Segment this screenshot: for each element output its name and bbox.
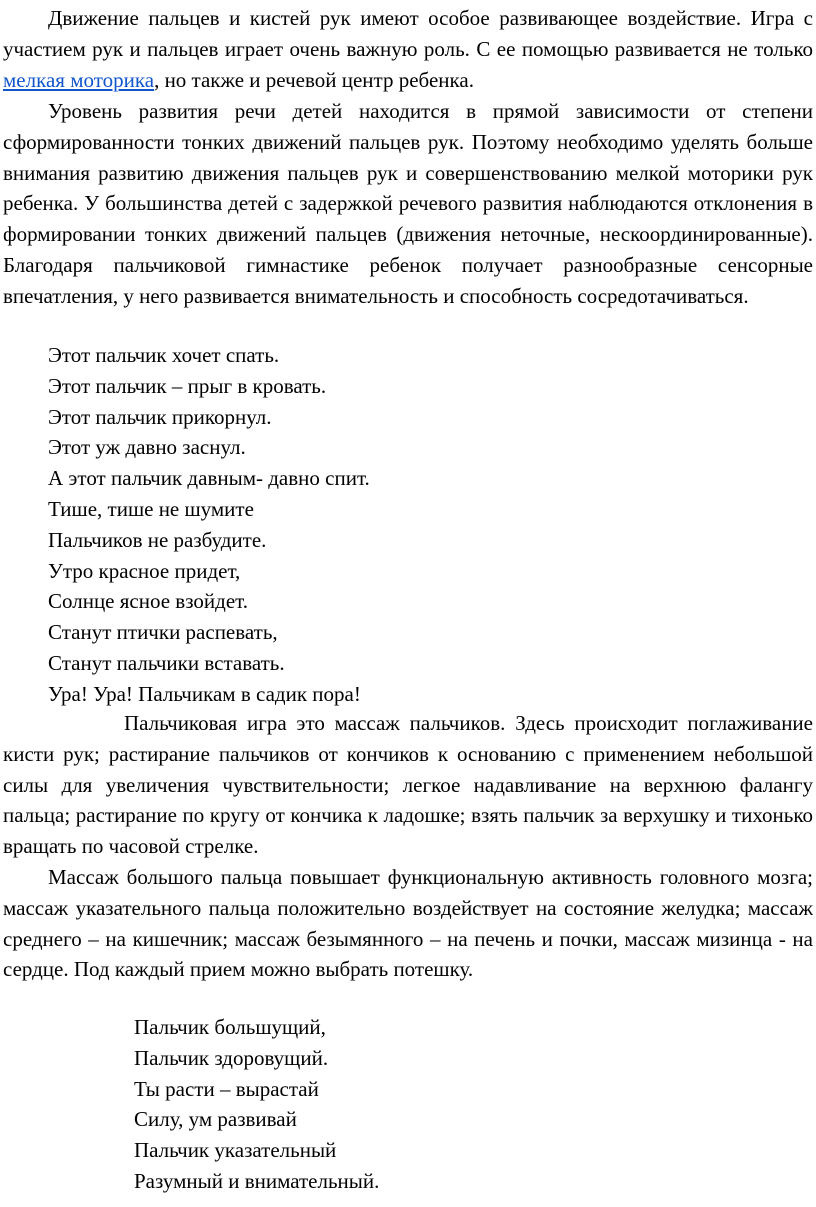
verse-line: Этот пальчик прикорнул. — [48, 404, 272, 429]
verse-line: Солнце ясное взойдет. — [48, 589, 248, 614]
verse-line: Станут птички распевать, — [48, 620, 278, 645]
verse-line: Пальчик указательный — [134, 1138, 337, 1163]
verse-line: Тише, тише не шумите — [48, 496, 254, 521]
finger-rhyme-sleep — [48, 340, 370, 710]
verse-line: Пальчик большущий, — [134, 1015, 326, 1039]
finger-rhyme-thumb — [134, 1012, 379, 1197]
verse-line: Этот пальчик – прыг в кровать. — [48, 373, 327, 398]
massage-effects-paragraph: Массаж большого пальца повышает функциональную активность головного мозга; массаж указательного пальца положительно воздействует на состояние желудка; массаж среднего – на кишечник; массаж безымянного – на печень и почки, массаж мизинца - на сердце. Под каждый прием можно выбрать потешку. — [3, 865, 813, 982]
intro-paragraph — [3, 3, 813, 95]
verse-line: А этот пальчик давным- давно спит. — [48, 466, 370, 491]
verse-line: Ура! Ура! Пальчикам в садик пора! — [48, 681, 361, 706]
verse-line: Этот пальчик хочет спать. — [48, 343, 280, 367]
verse-line: Разумный и внимательный. — [134, 1168, 380, 1193]
verse-line: Этот уж давно заснул. — [48, 435, 246, 460]
fine-motor-skills-link[interactable]: мелкая моторика — [3, 67, 155, 92]
intro-text-after-link: , но также и речевой центр ребенка. — [154, 67, 474, 92]
speech-development-paragraph: Уровень развития речи детей находится в прямой зависимости от степени сформированности тонких движений пальцев рук. Поэтому необходимо уделять больше внимания развитию движения пальцев рук и совершенствованию мелкой моторики рук ребенка. У большинства детей с задержкой речевого развития наблюдаются отклонения в формировании тонких движений пальцев (движения неточные, нескоординированные). Благодаря пальчиковой гимнастике ребенок получает разнообразные сенсорные впечатления, у него развивается внимательность и способность сосредотачиваться. — [3, 99, 813, 308]
finger-massage-paragraph: Пальчиковая игра это массаж пальчиков. Здесь происходит поглаживание кисти рук; растирание пальчиков от кончиков к основанию с применением небольшой силы для увеличения чувствительности; легкое надавливание на верхнюю фалангу пальца; растирание по кругу от кончика к ладошке; взять пальчик за верхушку и тихонько вращать по часовой стрелке. — [3, 711, 813, 859]
verse-line: Утро красное придет, — [48, 558, 241, 583]
verse-line: Пальчиков не разбудите. — [48, 527, 267, 552]
verse-line: Ты расти – вырастай — [134, 1076, 319, 1101]
intro-text-before-link: Движение пальцев и кистей рук имеют особое развивающее воздействие. Игра с участием рук и пальцев играет очень важную роль. С ее помощью развивается не только — [3, 6, 813, 61]
verse-line: Станут пальчики вставать. — [48, 650, 285, 675]
verse-line: Силу, ум развивай — [134, 1107, 297, 1132]
verse-line: Пальчик здоровущий. — [134, 1045, 329, 1070]
